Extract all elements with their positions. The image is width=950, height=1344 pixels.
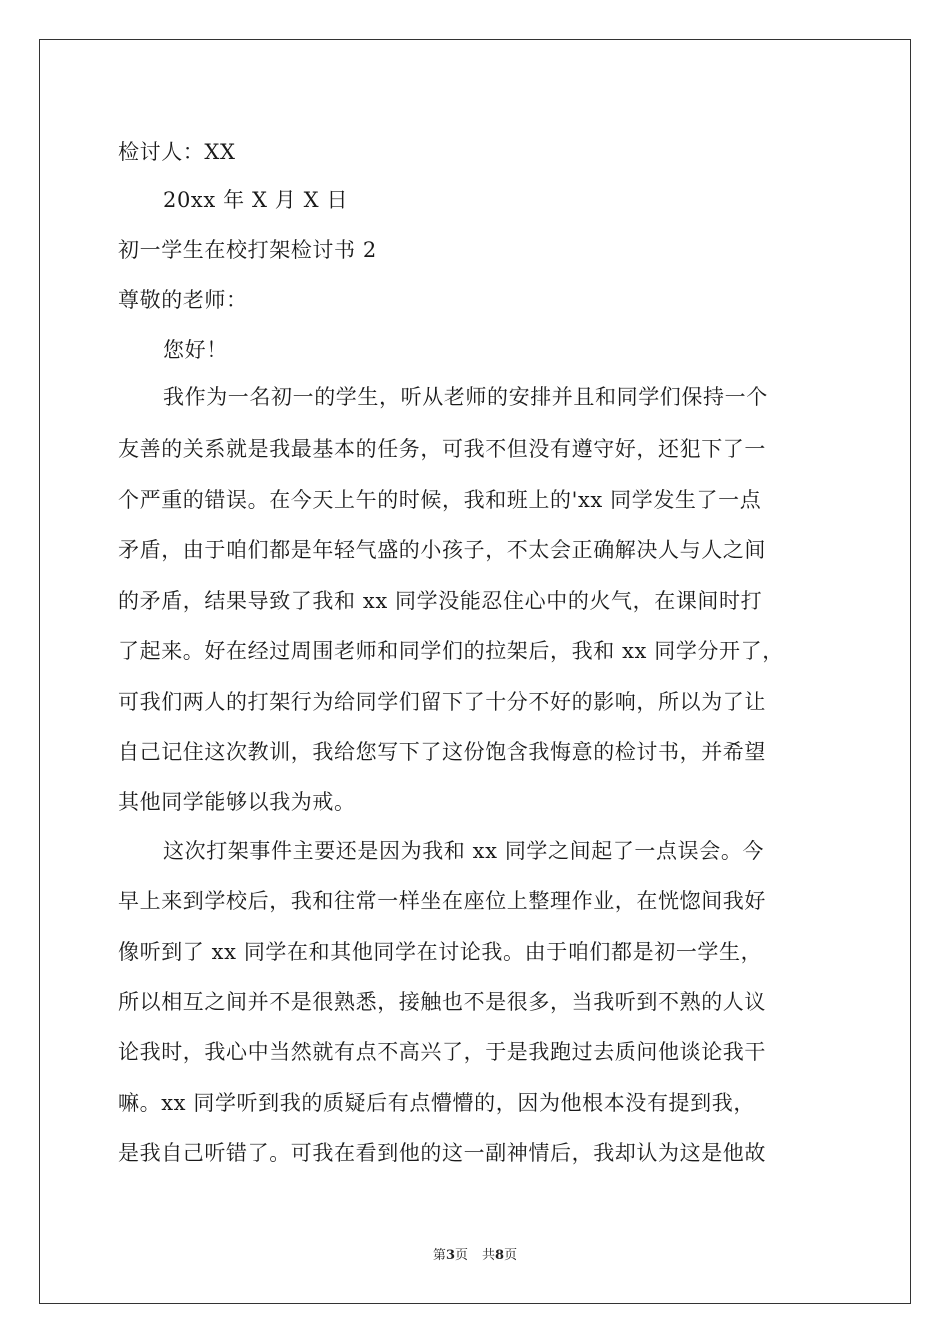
date-line: 20xx 年 X 月 X 日 xyxy=(163,188,349,212)
paragraph2-line: 所以相互之间并不是很熟悉，接触也不是很多，当我听到不熟的人议 xyxy=(118,990,766,1014)
paragraph2-line: 这次打架事件主要还是因为我和 xx 同学之间起了一点误会。今 xyxy=(163,839,765,863)
paragraph1-line: 个严重的错误。在今天上午的时候，我和班上的'xx 同学发生了一点 xyxy=(118,488,762,512)
paragraph2-line: 嘛。xx 同学听到我的质疑后有点懵懵的，因为他根本没有提到我， xyxy=(118,1091,755,1115)
page-footer xyxy=(0,1247,950,1265)
author-line: 检讨人：XX xyxy=(118,140,236,164)
paragraph2-line: 论我时，我心中当然就有点不高兴了，于是我跑过去质问他谈论我干 xyxy=(118,1040,766,1064)
paragraph2-line: 早上来到学校后，我和往常一样坐在座位上整理作业，在恍惚间我好 xyxy=(118,889,766,913)
paragraph2-line: 像听到了 xx 同学在和其他同学在讨论我。由于咱们都是初一学生， xyxy=(118,940,763,964)
total-pages: 8 xyxy=(495,1248,505,1263)
paragraph1-line: 的矛盾，结果导致了我和 xx 同学没能忍住心中的火气，在课间时打 xyxy=(118,589,763,613)
total-suffix: 页 xyxy=(504,1248,518,1263)
page-suffix: 页 xyxy=(454,1248,468,1263)
paragraph1-line: 自己记住这次教训，我给您写下了这份饱含我悔意的检讨书，并希望 xyxy=(118,740,766,764)
paragraph1-line: 可我们两人的打架行为给同学们留下了十分不好的影响，所以为了让 xyxy=(118,690,766,714)
paragraph1-line: 其他同学能够以我为戒。 xyxy=(118,790,356,814)
salutation: 尊敬的老师： xyxy=(118,288,248,312)
page-prefix: 第 xyxy=(432,1248,446,1263)
greeting: 您好！ xyxy=(163,338,228,362)
paragraph2-line: 是我自己听错了。可我在看到他的这一副神情后，我却认为这是他故 xyxy=(118,1141,766,1165)
total-prefix: 共 xyxy=(482,1248,496,1263)
page-number: 3 xyxy=(445,1248,455,1263)
paragraph1-line: 矛盾，由于咱们都是年轻气盛的小孩子，不太会正确解决人与人之间 xyxy=(118,538,766,562)
document-title: 初一学生在校打架检讨书 2 xyxy=(118,238,377,262)
paragraph1-line: 友善的关系就是我最基本的任务，可我不但没有遵守好，还犯下了一 xyxy=(118,437,766,461)
paragraph1-line: 我作为一名初一的学生，听从老师的安排并且和同学们保持一个 xyxy=(163,385,768,409)
paragraph1-line: 了起来。好在经过周围老师和同学们的拉架后，我和 xx 同学分开了， xyxy=(118,639,784,663)
